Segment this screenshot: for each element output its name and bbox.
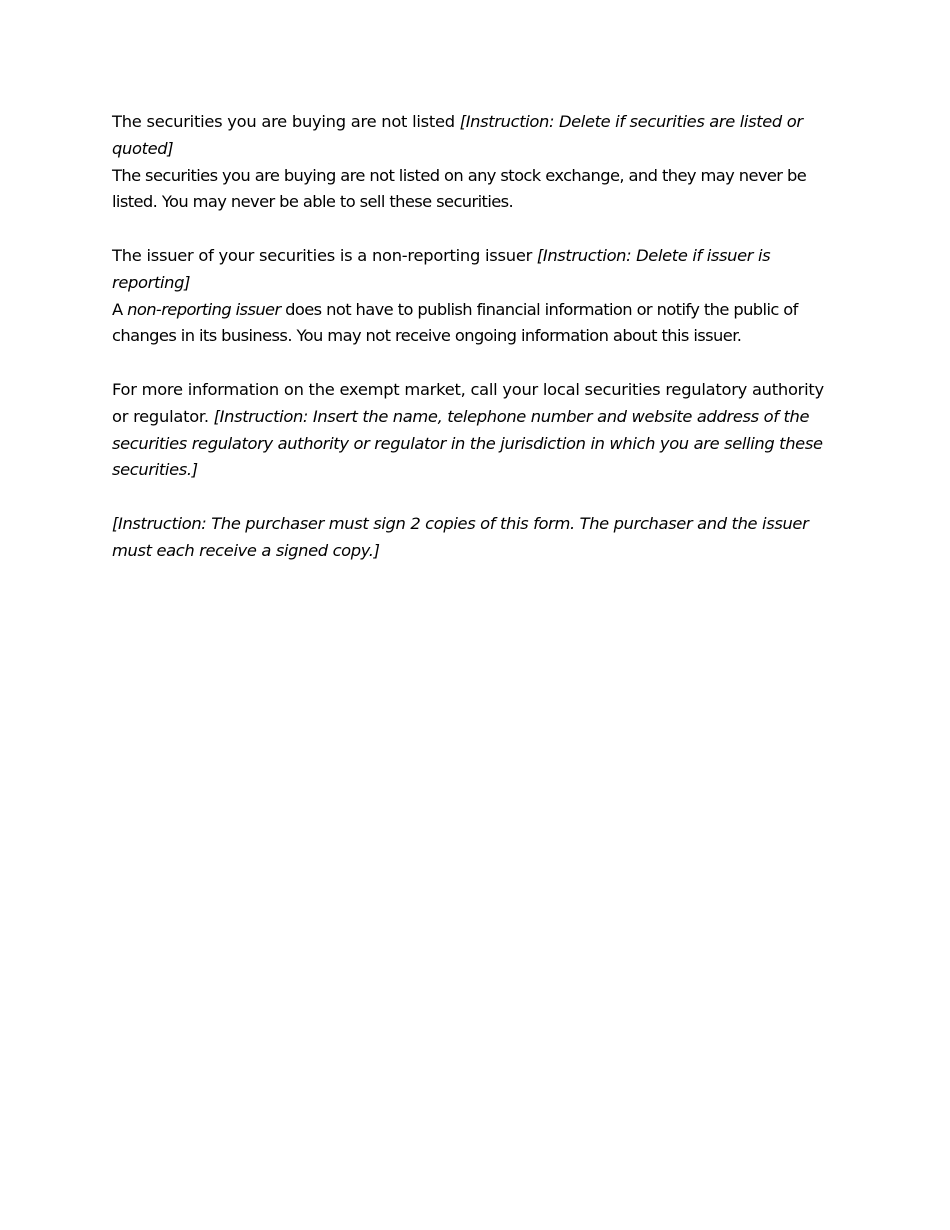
section-non-reporting-body-suffix: does not have to publish financial information or notify the public of changes in its business. You may not receive ongoing information about this issuer. — [112, 299, 798, 346]
section-non-reporting-instruction: [Instruction: Delete if issuer is reporting] — [112, 245, 771, 292]
section-non-reporting-body-prefix: A — [112, 299, 128, 319]
section-not-listed-body: The securities you are buying are not listed on any stock exchange, and they may never be listed. You may never be able to sell these securities. — [112, 165, 807, 212]
section-not-listed-instruction: [Instruction: Delete if securities are listed or quoted] — [112, 112, 803, 158]
section-non-reporting-heading: The issuer of your securities is a non-reporting issuer — [112, 245, 533, 265]
section-more-information — [112, 377, 842, 484]
section-non-reporting-body — [112, 297, 842, 351]
non-reporting-issuer-term: non-reporting issuer — [127, 299, 281, 319]
section-more-information-body: For more information on the exempt market, call your local securities regulatory authority or regulator. — [112, 379, 824, 426]
document-page — [112, 109, 842, 591]
section-not-listed-heading-line — [112, 109, 842, 163]
section-not-listed — [112, 109, 842, 216]
section-non-reporting — [112, 243, 842, 350]
section-more-information-instruction: [Instruction: Insert the name, telephone number and website address of the securities regulatory authority or regulator in the jurisdiction in which you are selling these securities.] — [112, 406, 823, 480]
section-signing — [112, 511, 842, 565]
section-not-listed-heading: The securities you are buying are not listed — [112, 112, 455, 131]
section-signing-instruction: [Instruction: The purchaser must sign 2 copies of this form. The purchaser and the issuer must each receive a signed copy.] — [112, 513, 809, 560]
section-non-reporting-heading-line — [112, 243, 842, 297]
section-more-information-paragraph — [112, 377, 842, 484]
